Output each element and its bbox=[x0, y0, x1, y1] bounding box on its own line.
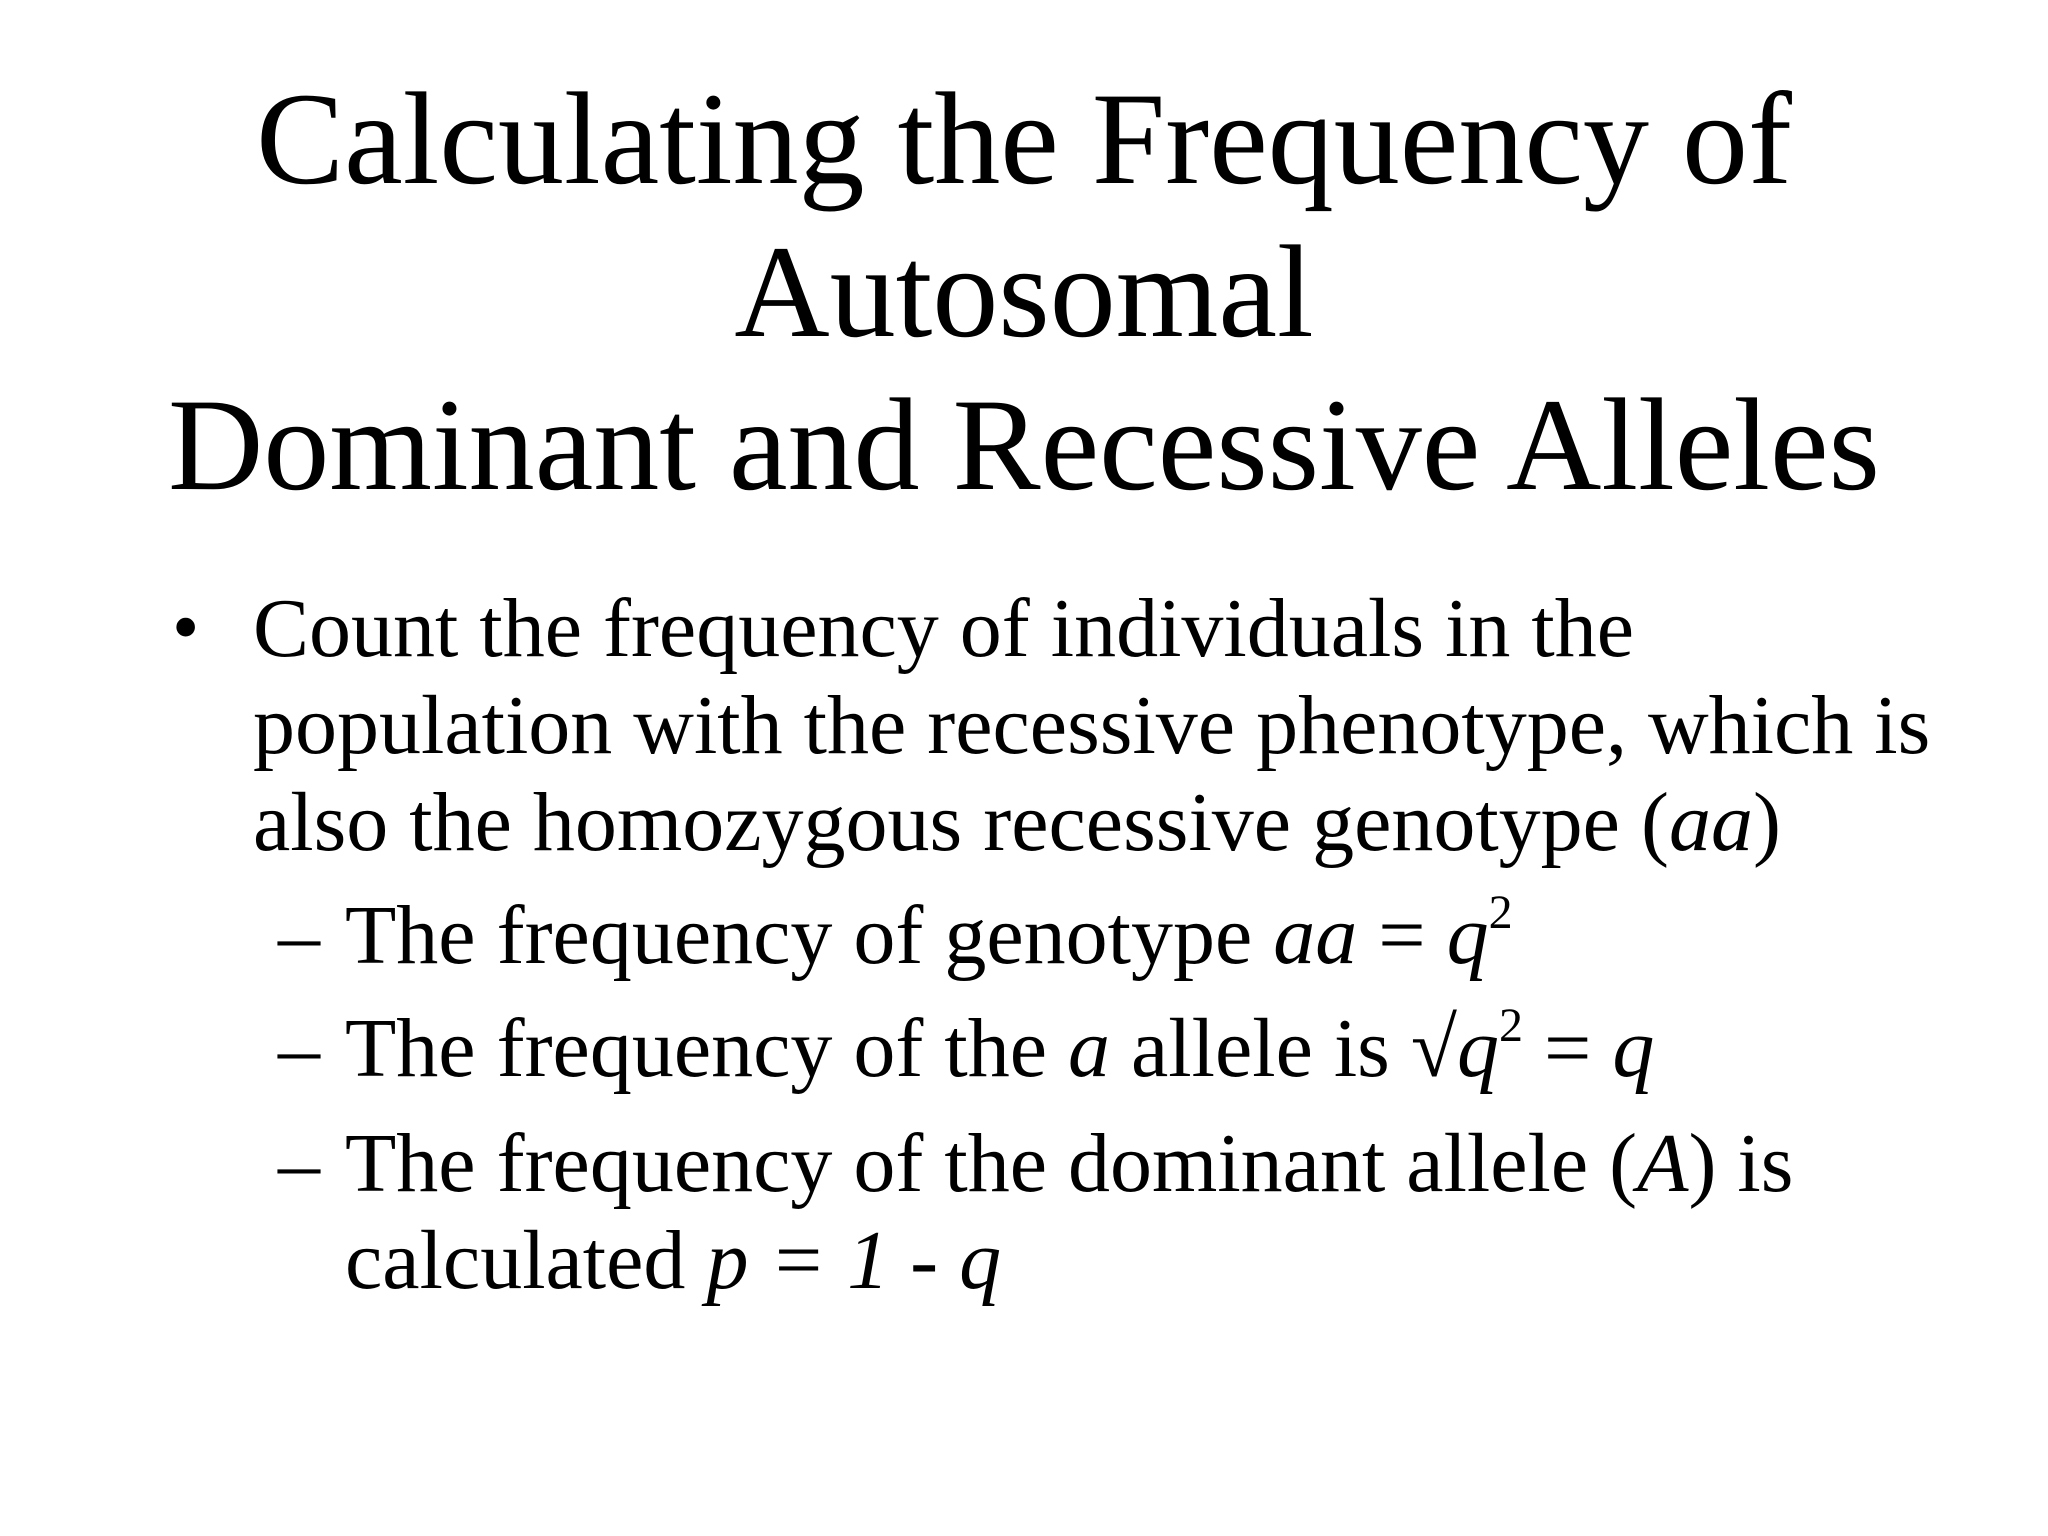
sub-1-q: q bbox=[1446, 889, 1489, 982]
sub-bullet-1-dash: – bbox=[278, 889, 320, 982]
title-line-3: Dominant and Recessive Alleles bbox=[168, 371, 1880, 518]
bullet-1-line-3-post: ) bbox=[1752, 776, 1781, 869]
sub-2-mid: allele is √ bbox=[1109, 1002, 1457, 1095]
sub-2-q: q bbox=[1456, 1002, 1499, 1095]
genotype-aa: aa bbox=[1668, 776, 1753, 869]
sub-3-line-2-pre: calculated bbox=[345, 1214, 707, 1307]
slide-title bbox=[0, 62, 2048, 521]
sub-bullet-2-text bbox=[345, 1000, 1945, 1097]
title-line-2: Autosomal bbox=[734, 218, 1314, 365]
bullet-1-line-3 bbox=[253, 774, 1953, 871]
sub-3-allele-A: A bbox=[1637, 1117, 1689, 1210]
sub-1-pre: The frequency of genotype bbox=[345, 889, 1274, 982]
sub-2-a: a bbox=[1067, 1002, 1110, 1095]
sub-2-q-result: q bbox=[1612, 1002, 1655, 1095]
sub-2-pre: The frequency of the bbox=[345, 1002, 1068, 1095]
bullet-1-line-1: Count the frequency of individuals in the bbox=[253, 582, 1635, 675]
sub-bullet-3-dash: – bbox=[278, 1117, 320, 1210]
sub-bullet-3-line-1 bbox=[345, 1115, 1945, 1212]
sub-bullet-1-line bbox=[345, 887, 1945, 984]
sub-3-line-1-pre: The frequency of the dominant allele ( bbox=[345, 1117, 1638, 1210]
bullet-1-line-2: population with the recessive phenotype, which is bbox=[253, 679, 1931, 772]
sub-bullet-3-text bbox=[345, 1115, 1945, 1309]
sub-1-exponent: 2 bbox=[1488, 886, 1513, 939]
sub-2-equals: = bbox=[1522, 1002, 1613, 1095]
sub-1-equals: = bbox=[1357, 889, 1447, 982]
sub-3-formula: p = 1 - q bbox=[706, 1214, 1002, 1307]
sub-bullet-3-line-2 bbox=[345, 1212, 1945, 1309]
sub-2-exponent: 2 bbox=[1498, 999, 1523, 1052]
bullet-1-text bbox=[253, 580, 1953, 871]
sub-bullet-1-text bbox=[345, 887, 1945, 984]
sub-bullet-2-line bbox=[345, 1000, 1945, 1097]
bullet-1-line-3-pre: also the homozygous recessive genotype ( bbox=[253, 776, 1669, 869]
sub-bullet-2-dash: – bbox=[278, 1002, 320, 1095]
sub-3-line-1-post: ) is bbox=[1688, 1117, 1794, 1210]
sub-1-aa: aa bbox=[1273, 889, 1358, 982]
bullet-marker: • bbox=[172, 583, 200, 670]
title-line-1: Calculating the Frequency of bbox=[256, 65, 1792, 212]
